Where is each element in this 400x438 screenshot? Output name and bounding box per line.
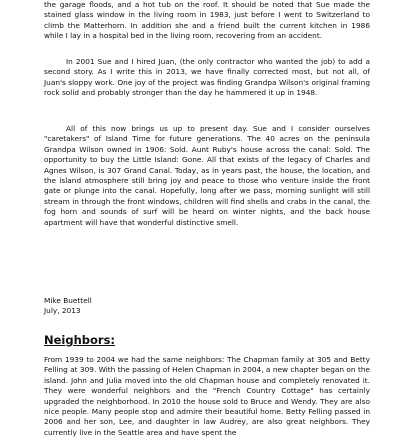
signature-name: Mike Buettell [44,296,92,305]
neighbors-paragraph: From 1939 to 2004 we had the same neighbors: The Chapman family at 305 and Betty Felling at 309. With the passing of Helen Chapman in 2004, a new chapter began on the island. John and Julia moved into the old Chapman house and completely renovated it. They were wonderful neighbors and the "French Country Cottage" has certainly upgraded the neighborhood. In 2010 the house sold to Bruce and Wendy. They are also nice people. Many people stop and admire their beautiful home. Betty Felling passed in 2006 and her son, Lee, and daughter in law Audrey, are also great neighbors. They currently live in the Seattle area and have spent the [44,355,370,437]
paragraph-3: All of this now brings us up to present day. Sue and I consider ourselves "caretakers" of Island Time for future generations. The 40 acres on the peninsula Grandpa Wilson owned in 1906: Sold. Aunt Ruby's house across the canal: Sold. The opportunity to buy the Little Island: Gone. All that exists of the legacy of Charles and Agnes Wilson, is 307 Grand Canal. Today, as in years past, the house, the location, and the island atmosphere still bring joy and peace to those who venture inside the front gate or plunge into the canal. Hopefully, long after we pass, morning sunlight will still stream in through the front windows, children will find shells and crabs in the canal, the fog horn and sounds of surf will be heard on winter nights, and the back house apartment will have that wonderful distinctive smell. [44,124,370,227]
signature-date: July, 2013 [44,306,81,315]
paragraph-1: the garage floods, and a hot tub on the roof. It should be noted that Sue made the stained glass window in the living room in 1983, just before I went to Switzerland to climb the Matterhorn. In addition she and a friend built the current kitchen in 1986 while I lay in a hospital bed in the living room, recovering from an accident. [44,0,370,41]
neighbors-heading: Neighbors: [44,333,116,347]
paragraph-2: In 2001 Sue and I hired Juan, (the only contractor who wanted the job) to add a second story. As I write this in 2013, we have finally corrected most, but not all, of Juan's sloppy work. One joy of the project was finding Grandpa Wilson's original framing rock solid and probably stronger than the day he hammered it up in 1948. [44,57,370,98]
